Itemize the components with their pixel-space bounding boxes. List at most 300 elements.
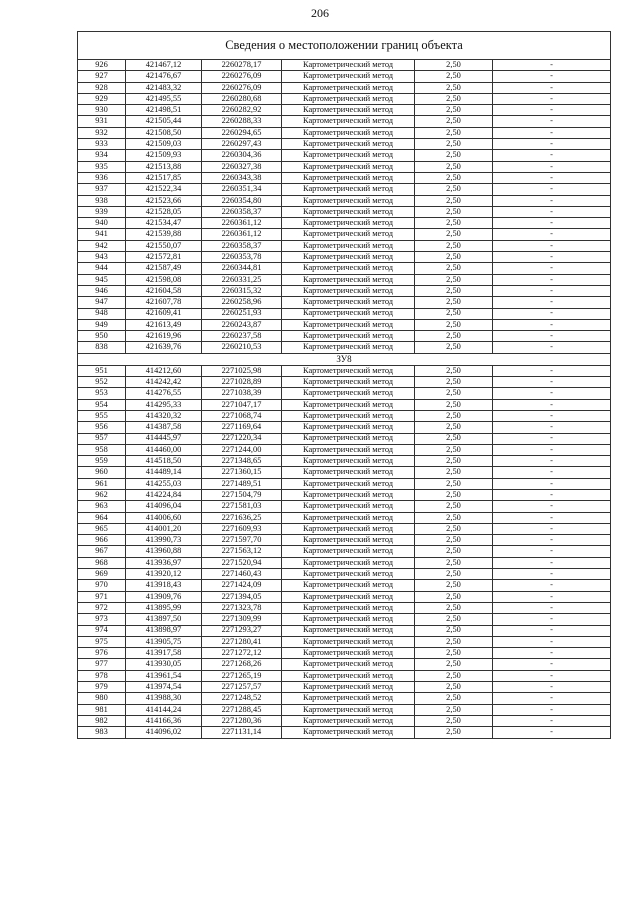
cell-point-number: 983 — [78, 727, 126, 738]
cell-description: - — [493, 172, 611, 183]
table-row — [78, 580, 611, 591]
cell-coord-x: 413936,97 — [126, 557, 202, 568]
cell-description: - — [493, 116, 611, 127]
cell-description: - — [493, 60, 611, 71]
cell-method: Картометрический метод — [282, 105, 415, 116]
cell-coord-y: 2271025,98 — [202, 365, 282, 376]
cell-method: Картометрический метод — [282, 557, 415, 568]
cell-point-number: 950 — [78, 331, 126, 342]
cell-description: - — [493, 388, 611, 399]
cell-method: Картометрический метод — [282, 82, 415, 93]
cell-point-number: 938 — [78, 195, 126, 206]
cell-coord-y: 2271257,57 — [202, 682, 282, 693]
cell-accuracy: 2,50 — [415, 580, 493, 591]
cell-coord-y: 2271489,51 — [202, 478, 282, 489]
cell-method: Картометрический метод — [282, 580, 415, 591]
cell-point-number: 968 — [78, 557, 126, 568]
cell-method: Картометрический метод — [282, 727, 415, 738]
cell-coord-y: 2260315,32 — [202, 285, 282, 296]
table-row — [78, 297, 611, 308]
cell-description: - — [493, 218, 611, 229]
cell-method: Картометрический метод — [282, 670, 415, 681]
cell-description: - — [493, 308, 611, 319]
cell-coord-y: 2271597,70 — [202, 535, 282, 546]
table-row — [78, 512, 611, 523]
cell-coord-x: 413905,75 — [126, 636, 202, 647]
cell-method: Картометрический метод — [282, 252, 415, 263]
cell-point-number: 937 — [78, 184, 126, 195]
table-row — [78, 546, 611, 557]
cell-point-number: 962 — [78, 489, 126, 500]
table-row — [78, 569, 611, 580]
cell-coord-x: 413974,54 — [126, 682, 202, 693]
cell-description: - — [493, 546, 611, 557]
cell-coord-x: 421639,76 — [126, 342, 202, 353]
table-row — [78, 139, 611, 150]
cell-description: - — [493, 252, 611, 263]
table-row — [78, 636, 611, 647]
cell-description: - — [493, 557, 611, 568]
page-number: 206 — [311, 6, 329, 20]
cell-method: Картометрический метод — [282, 127, 415, 138]
cell-coord-x: 414460,00 — [126, 444, 202, 455]
cell-point-number: 933 — [78, 139, 126, 150]
cell-accuracy: 2,50 — [415, 456, 493, 467]
cell-description: - — [493, 365, 611, 376]
cell-coord-x: 414006,60 — [126, 512, 202, 523]
cell-coord-y: 2260258,96 — [202, 297, 282, 308]
cell-description: - — [493, 693, 611, 704]
cell-accuracy: 2,50 — [415, 591, 493, 602]
table-row — [78, 263, 611, 274]
cell-method: Картометрический метод — [282, 161, 415, 172]
cell-coord-x: 414489,14 — [126, 467, 202, 478]
cell-method: Картометрический метод — [282, 410, 415, 421]
cell-coord-x: 414096,04 — [126, 501, 202, 512]
cell-accuracy: 2,50 — [415, 523, 493, 534]
cell-coord-y: 2260297,43 — [202, 139, 282, 150]
cell-accuracy: 2,50 — [415, 105, 493, 116]
cell-accuracy: 2,50 — [415, 150, 493, 161]
cell-accuracy: 2,50 — [415, 659, 493, 670]
cell-point-number: 963 — [78, 501, 126, 512]
cell-accuracy: 2,50 — [415, 399, 493, 410]
table-row — [78, 274, 611, 285]
table-row — [78, 93, 611, 104]
cell-coord-y: 2260280,68 — [202, 93, 282, 104]
cell-accuracy: 2,50 — [415, 433, 493, 444]
table-row — [78, 229, 611, 240]
table-row — [78, 82, 611, 93]
cell-accuracy: 2,50 — [415, 501, 493, 512]
cell-point-number: 942 — [78, 240, 126, 251]
cell-description: - — [493, 342, 611, 353]
cell-method: Картометрический метод — [282, 614, 415, 625]
cell-coord-x: 421495,55 — [126, 93, 202, 104]
cell-accuracy: 2,50 — [415, 546, 493, 557]
table-title-row — [78, 32, 611, 60]
cell-coord-x: 421534,47 — [126, 218, 202, 229]
cell-coord-x: 414242,42 — [126, 377, 202, 388]
cell-description: - — [493, 263, 611, 274]
cell-point-number: 932 — [78, 127, 126, 138]
cell-accuracy: 2,50 — [415, 478, 493, 489]
table-row — [78, 365, 611, 376]
cell-coord-y: 2260243,87 — [202, 319, 282, 330]
cell-description: - — [493, 319, 611, 330]
cell-coord-y: 2271348,65 — [202, 456, 282, 467]
cell-coord-x: 421613,49 — [126, 319, 202, 330]
cell-coord-y: 2271265,19 — [202, 670, 282, 681]
cell-description: - — [493, 512, 611, 523]
cell-coord-y: 2260343,38 — [202, 172, 282, 183]
cell-method: Картометрический метод — [282, 297, 415, 308]
cell-coord-y: 2260361,12 — [202, 229, 282, 240]
cell-point-number: 982 — [78, 715, 126, 726]
cell-coord-y: 2271280,36 — [202, 715, 282, 726]
cell-accuracy: 2,50 — [415, 365, 493, 376]
cell-description: - — [493, 727, 611, 738]
cell-description: - — [493, 682, 611, 693]
cell-coord-y: 2271394,05 — [202, 591, 282, 602]
table-row — [78, 195, 611, 206]
cell-description: - — [493, 535, 611, 546]
cell-coord-x: 414166,36 — [126, 715, 202, 726]
cell-coord-y: 2271424,09 — [202, 580, 282, 591]
cell-point-number: 953 — [78, 388, 126, 399]
cell-point-number: 943 — [78, 252, 126, 263]
cell-method: Картометрический метод — [282, 535, 415, 546]
cell-description: - — [493, 444, 611, 455]
cell-coord-x: 413898,97 — [126, 625, 202, 636]
cell-description: - — [493, 467, 611, 478]
cell-coord-y: 2260331,25 — [202, 274, 282, 285]
cell-method: Картометрический метод — [282, 422, 415, 433]
table-row — [78, 218, 611, 229]
cell-accuracy: 2,50 — [415, 489, 493, 500]
cell-method: Картометрический метод — [282, 172, 415, 183]
cell-point-number: 959 — [78, 456, 126, 467]
cell-point-number: 980 — [78, 693, 126, 704]
cell-coord-y: 2271272,12 — [202, 648, 282, 659]
cell-description: - — [493, 105, 611, 116]
table-row — [78, 682, 611, 693]
cell-coord-y: 2260288,33 — [202, 116, 282, 127]
table-row — [78, 501, 611, 512]
cell-method: Картометрический метод — [282, 659, 415, 670]
cell-coord-x: 413960,88 — [126, 546, 202, 557]
cell-coord-x: 414224,84 — [126, 489, 202, 500]
cell-method: Картометрический метод — [282, 331, 415, 342]
cell-coord-x: 414212,60 — [126, 365, 202, 376]
cell-coord-x: 413917,58 — [126, 648, 202, 659]
cell-coord-x: 413988,30 — [126, 693, 202, 704]
cell-coord-y: 2260278,17 — [202, 60, 282, 71]
cell-accuracy: 2,50 — [415, 184, 493, 195]
table-row — [78, 60, 611, 71]
cell-method: Картометрический метод — [282, 93, 415, 104]
table-row — [78, 602, 611, 613]
cell-accuracy: 2,50 — [415, 602, 493, 613]
cell-coord-y: 2271309,99 — [202, 614, 282, 625]
cell-accuracy: 2,50 — [415, 297, 493, 308]
cell-accuracy: 2,50 — [415, 93, 493, 104]
cell-description: - — [493, 704, 611, 715]
cell-point-number: 979 — [78, 682, 126, 693]
cell-coord-x: 413920,12 — [126, 569, 202, 580]
cell-point-number: 964 — [78, 512, 126, 523]
cell-accuracy: 2,50 — [415, 71, 493, 82]
cell-point-number: 965 — [78, 523, 126, 534]
cell-description: - — [493, 489, 611, 500]
cell-accuracy: 2,50 — [415, 342, 493, 353]
cell-point-number: 956 — [78, 422, 126, 433]
cell-description: - — [493, 501, 611, 512]
cell-accuracy: 2,50 — [415, 252, 493, 263]
cell-coord-x: 413918,43 — [126, 580, 202, 591]
cell-description: - — [493, 206, 611, 217]
table-row — [78, 625, 611, 636]
cell-accuracy: 2,50 — [415, 274, 493, 285]
cell-coord-y: 2271280,41 — [202, 636, 282, 647]
cell-coord-y: 2260282,92 — [202, 105, 282, 116]
cell-method: Картометрический метод — [282, 240, 415, 251]
table-row — [78, 659, 611, 670]
cell-description: - — [493, 184, 611, 195]
table-row — [78, 342, 611, 353]
cell-coord-y: 2271131,14 — [202, 727, 282, 738]
cell-method: Картометрический метод — [282, 636, 415, 647]
cell-point-number: 926 — [78, 60, 126, 71]
cell-coord-x: 414445,97 — [126, 433, 202, 444]
cell-accuracy: 2,50 — [415, 512, 493, 523]
cell-method: Картометрический метод — [282, 625, 415, 636]
cell-description: - — [493, 569, 611, 580]
cell-coord-x: 421604,58 — [126, 285, 202, 296]
cell-description: - — [493, 715, 611, 726]
cell-point-number: 975 — [78, 636, 126, 647]
table-row — [78, 648, 611, 659]
cell-coord-x: 421572,81 — [126, 252, 202, 263]
cell-coord-x: 421508,50 — [126, 127, 202, 138]
cell-point-number: 947 — [78, 297, 126, 308]
cell-coord-y: 2260294,65 — [202, 127, 282, 138]
cell-method: Картометрический метод — [282, 715, 415, 726]
cell-accuracy: 2,50 — [415, 161, 493, 172]
table-row — [78, 71, 611, 82]
cell-method: Картометрический метод — [282, 342, 415, 353]
cell-coord-y: 2260304,36 — [202, 150, 282, 161]
cell-accuracy: 2,50 — [415, 240, 493, 251]
cell-coord-x: 421476,67 — [126, 71, 202, 82]
cell-coord-x: 414255,03 — [126, 478, 202, 489]
cell-description: - — [493, 229, 611, 240]
cell-coord-x: 421619,96 — [126, 331, 202, 342]
table-row — [78, 240, 611, 251]
cell-point-number: 927 — [78, 71, 126, 82]
cell-coord-x: 413897,50 — [126, 614, 202, 625]
cell-description: - — [493, 614, 611, 625]
cell-accuracy: 2,50 — [415, 557, 493, 568]
cell-accuracy: 2,50 — [415, 693, 493, 704]
table-row — [78, 670, 611, 681]
table-row — [78, 557, 611, 568]
table-row — [78, 489, 611, 500]
cell-coord-y: 2271068,74 — [202, 410, 282, 421]
cell-method: Картометрический метод — [282, 285, 415, 296]
cell-description: - — [493, 648, 611, 659]
cell-coord-y: 2271323,78 — [202, 602, 282, 613]
table-row — [78, 467, 611, 478]
table-row — [78, 693, 611, 704]
cell-accuracy: 2,50 — [415, 263, 493, 274]
cell-description: - — [493, 478, 611, 489]
table-row — [78, 184, 611, 195]
cell-coord-y: 2260351,34 — [202, 184, 282, 195]
section-label: ЗУ8 — [78, 353, 611, 365]
cell-point-number: 945 — [78, 274, 126, 285]
table-row — [78, 727, 611, 738]
cell-coord-y: 2260210,53 — [202, 342, 282, 353]
table-row — [78, 161, 611, 172]
cell-coord-x: 421498,51 — [126, 105, 202, 116]
cell-point-number: 955 — [78, 410, 126, 421]
cell-coord-x: 421467,12 — [126, 60, 202, 71]
cell-coord-y: 2271609,93 — [202, 523, 282, 534]
cell-coord-y: 2271038,39 — [202, 388, 282, 399]
cell-coord-x: 414518,50 — [126, 456, 202, 467]
cell-accuracy: 2,50 — [415, 636, 493, 647]
cell-point-number: 971 — [78, 591, 126, 602]
cell-accuracy: 2,50 — [415, 535, 493, 546]
cell-description: - — [493, 580, 611, 591]
cell-accuracy: 2,50 — [415, 218, 493, 229]
table-row — [78, 614, 611, 625]
cell-point-number: 946 — [78, 285, 126, 296]
cell-coord-y: 2271047,17 — [202, 399, 282, 410]
cell-coord-x: 421539,88 — [126, 229, 202, 240]
table-row — [78, 433, 611, 444]
table-row — [78, 206, 611, 217]
cell-coord-y: 2260276,09 — [202, 82, 282, 93]
cell-description: - — [493, 240, 611, 251]
cell-description: - — [493, 285, 611, 296]
cell-coord-x: 414096,02 — [126, 727, 202, 738]
cell-point-number: 973 — [78, 614, 126, 625]
cell-accuracy: 2,50 — [415, 127, 493, 138]
cell-description: - — [493, 331, 611, 342]
cell-method: Картометрический метод — [282, 512, 415, 523]
cell-method: Картометрический метод — [282, 218, 415, 229]
cell-method: Картометрический метод — [282, 523, 415, 534]
cell-point-number: 940 — [78, 218, 126, 229]
cell-coord-y: 2271581,03 — [202, 501, 282, 512]
cell-accuracy: 2,50 — [415, 614, 493, 625]
cell-description: - — [493, 433, 611, 444]
cell-accuracy: 2,50 — [415, 727, 493, 738]
cell-point-number: 935 — [78, 161, 126, 172]
cell-coord-x: 421517,85 — [126, 172, 202, 183]
cell-method: Картометрический метод — [282, 184, 415, 195]
cell-description: - — [493, 82, 611, 93]
cell-method: Картометрический метод — [282, 274, 415, 285]
cell-description: - — [493, 670, 611, 681]
cell-accuracy: 2,50 — [415, 444, 493, 455]
cell-point-number: 954 — [78, 399, 126, 410]
cell-method: Картометрический метод — [282, 399, 415, 410]
cell-coord-x: 414295,33 — [126, 399, 202, 410]
table-row — [78, 422, 611, 433]
cell-coord-y: 2271028,89 — [202, 377, 282, 388]
cell-coord-y: 2271248,52 — [202, 693, 282, 704]
cell-method: Картометрический метод — [282, 229, 415, 240]
cell-method: Картометрический метод — [282, 591, 415, 602]
cell-method: Картометрический метод — [282, 704, 415, 715]
cell-accuracy: 2,50 — [415, 410, 493, 421]
cell-description: - — [493, 456, 611, 467]
cell-point-number: 939 — [78, 206, 126, 217]
table-row — [78, 319, 611, 330]
table-row — [78, 127, 611, 138]
cell-coord-y: 2260358,37 — [202, 206, 282, 217]
cell-coord-x: 414276,55 — [126, 388, 202, 399]
cell-coord-x: 421505,44 — [126, 116, 202, 127]
cell-coord-y: 2260327,38 — [202, 161, 282, 172]
cell-point-number: 934 — [78, 150, 126, 161]
cell-point-number: 958 — [78, 444, 126, 455]
cell-point-number: 978 — [78, 670, 126, 681]
cell-point-number: 952 — [78, 377, 126, 388]
cell-method: Картометрический метод — [282, 71, 415, 82]
cell-coord-x: 414001,20 — [126, 523, 202, 534]
table-row — [78, 591, 611, 602]
cell-method: Картометрический метод — [282, 319, 415, 330]
cell-coord-x: 413930,05 — [126, 659, 202, 670]
table-row — [78, 715, 611, 726]
cell-point-number: 974 — [78, 625, 126, 636]
cell-method: Картометрический метод — [282, 501, 415, 512]
cell-coord-y: 2271244,00 — [202, 444, 282, 455]
cell-point-number: 966 — [78, 535, 126, 546]
cell-method: Картометрический метод — [282, 308, 415, 319]
cell-coord-x: 421607,78 — [126, 297, 202, 308]
cell-accuracy: 2,50 — [415, 377, 493, 388]
cell-method: Картометрический метод — [282, 206, 415, 217]
cell-coord-y: 2271504,79 — [202, 489, 282, 500]
cell-point-number: 929 — [78, 93, 126, 104]
cell-description: - — [493, 93, 611, 104]
cell-coord-x: 421528,05 — [126, 206, 202, 217]
cell-method: Картометрический метод — [282, 139, 415, 150]
cell-coord-x: 421587,49 — [126, 263, 202, 274]
cell-coord-y: 2260354,80 — [202, 195, 282, 206]
cell-accuracy: 2,50 — [415, 206, 493, 217]
cell-coord-x: 413990,73 — [126, 535, 202, 546]
cell-method: Картометрический метод — [282, 648, 415, 659]
cell-accuracy: 2,50 — [415, 569, 493, 580]
cell-point-number: 838 — [78, 342, 126, 353]
cell-accuracy: 2,50 — [415, 285, 493, 296]
cell-point-number: 981 — [78, 704, 126, 715]
cell-accuracy: 2,50 — [415, 116, 493, 127]
cell-description: - — [493, 659, 611, 670]
cell-description: - — [493, 377, 611, 388]
cell-method: Картометрический метод — [282, 377, 415, 388]
table-row — [78, 377, 611, 388]
cell-method: Картометрический метод — [282, 365, 415, 376]
table-row — [78, 444, 611, 455]
cell-coord-y: 2271460,43 — [202, 569, 282, 580]
